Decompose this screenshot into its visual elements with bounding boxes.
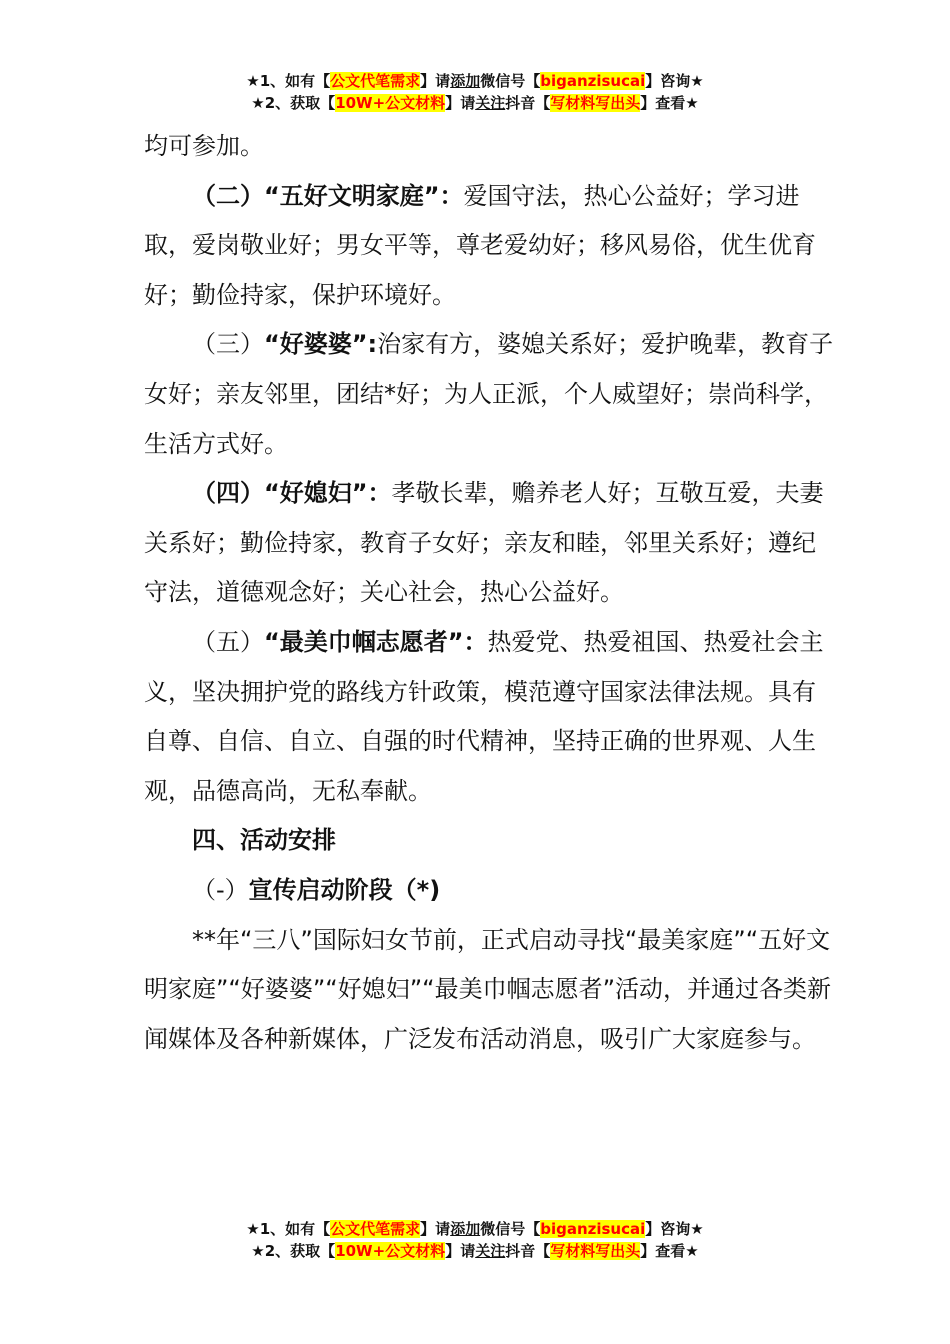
subsection-number: （-） xyxy=(192,875,249,904)
promo-underline: 关注 xyxy=(475,94,506,112)
promo-line-1 xyxy=(0,70,950,92)
paragraph-five-good-family xyxy=(144,172,834,321)
promo-highlight: 写材料写出头 xyxy=(550,94,641,112)
promo-underline: 添加 xyxy=(450,72,481,90)
promo-text: 微信号【 xyxy=(480,1220,541,1238)
paragraph-heading: （二）“五好文明家庭”： xyxy=(192,181,464,210)
promo-text: 抖音【 xyxy=(505,94,551,112)
paragraph-text: 治家有方，婆媳关系好；爱护晚辈，教育子女好；亲友邻里，团结*好；为人正派，个人威望好；崇尚科学，生活方式好。 xyxy=(144,330,834,458)
promo-text: 】查看★ xyxy=(640,1242,699,1260)
promo-text: ★2、获取【 xyxy=(251,1242,336,1260)
promo-line-1 xyxy=(0,1218,950,1240)
promo-line-2 xyxy=(0,92,950,114)
section-heading-text: 四、活动安排 xyxy=(192,826,336,855)
promo-underline: 关注 xyxy=(475,1242,506,1260)
promo-highlight: biganzisucai xyxy=(540,1220,646,1238)
document-body xyxy=(144,122,834,1064)
paragraph-launch-details: **年“三八”国际妇女节前，正式启动寻找“最美家庭”“五好文明家庭”“好婆婆”“好媳妇”“最美巾帼志愿者”活动，并通过各类新闻媒体及各种新媒体，广泛发布活动消息，吸引广大家庭参与。 xyxy=(144,925,832,1053)
promo-text: 】请 xyxy=(420,1220,451,1238)
promo-text: 】请 xyxy=(445,94,476,112)
paragraph-text: 爱国守法，热心公益好；学习进取，爱岗敬业好；男女平等，尊老爱幼好；移风易俗，优生优育好；勤俭持家，保护环境好。 xyxy=(144,181,816,309)
promo-text: 】请 xyxy=(420,72,451,90)
paragraph-good-mother-in-law xyxy=(144,320,834,469)
promo-text: ★1、如有【 xyxy=(246,72,331,90)
promo-highlight: biganzisucai xyxy=(540,72,646,90)
promo-underline: 添加 xyxy=(450,1220,481,1238)
paragraph-volunteer xyxy=(144,618,834,816)
promo-text: 】查看★ xyxy=(640,94,699,112)
promo-text: ★2、获取【 xyxy=(251,94,336,112)
paragraph-text: 热爱党、热爱祖国、热爱社会主义，坚决拥护党的路线方针政策，模范遵守国家法律法规。具有自尊、自信、自立、自强的时代精神，坚持正确的世界观、人生观，品德高尚，无私奉献。 xyxy=(144,627,824,805)
promo-text: 抖音【 xyxy=(505,1242,551,1260)
promo-text: 】咨询★ xyxy=(645,72,704,90)
paragraph-continuation: 均可参加。 xyxy=(144,132,264,160)
promo-highlight: 公文代笔需求 xyxy=(330,1220,421,1238)
footer-promo-banner xyxy=(0,1218,950,1262)
header-promo-banner xyxy=(0,70,950,114)
promo-text: ★1、如有【 xyxy=(246,1220,331,1238)
paragraph-heading: （四）“好媳妇”： xyxy=(192,479,392,508)
paragraph-heading: “好婆婆”: xyxy=(264,330,378,359)
promo-highlight: 10W+公文材料 xyxy=(335,1242,446,1260)
paragraph-number: （五） xyxy=(192,627,264,656)
promo-highlight: 10W+公文材料 xyxy=(335,94,446,112)
paragraph-good-daughter-in-law xyxy=(144,469,834,618)
paragraph-number: （三） xyxy=(192,330,264,359)
promo-highlight: 写材料写出头 xyxy=(550,1242,641,1260)
promo-text: 】请 xyxy=(445,1242,476,1260)
subsection-heading-launch xyxy=(144,866,834,916)
promo-text: 】咨询★ xyxy=(645,1220,704,1238)
section-heading-activity xyxy=(144,816,834,866)
promo-highlight: 公文代笔需求 xyxy=(330,72,421,90)
promo-line-2 xyxy=(0,1240,950,1262)
subsection-heading-text: 宣传启动阶段（*) xyxy=(248,875,441,904)
promo-text: 微信号【 xyxy=(480,72,541,90)
paragraph-heading: “最美巾帼志愿者”： xyxy=(264,627,488,656)
paragraph-text: 孝敬长辈，赡养老人好；互敬互爱，夫妻关系好；勤俭持家，教育子女好；亲友和睦，邻里关系好；遵纪守法，道德观念好；关心社会，热心公益好。 xyxy=(144,479,824,607)
